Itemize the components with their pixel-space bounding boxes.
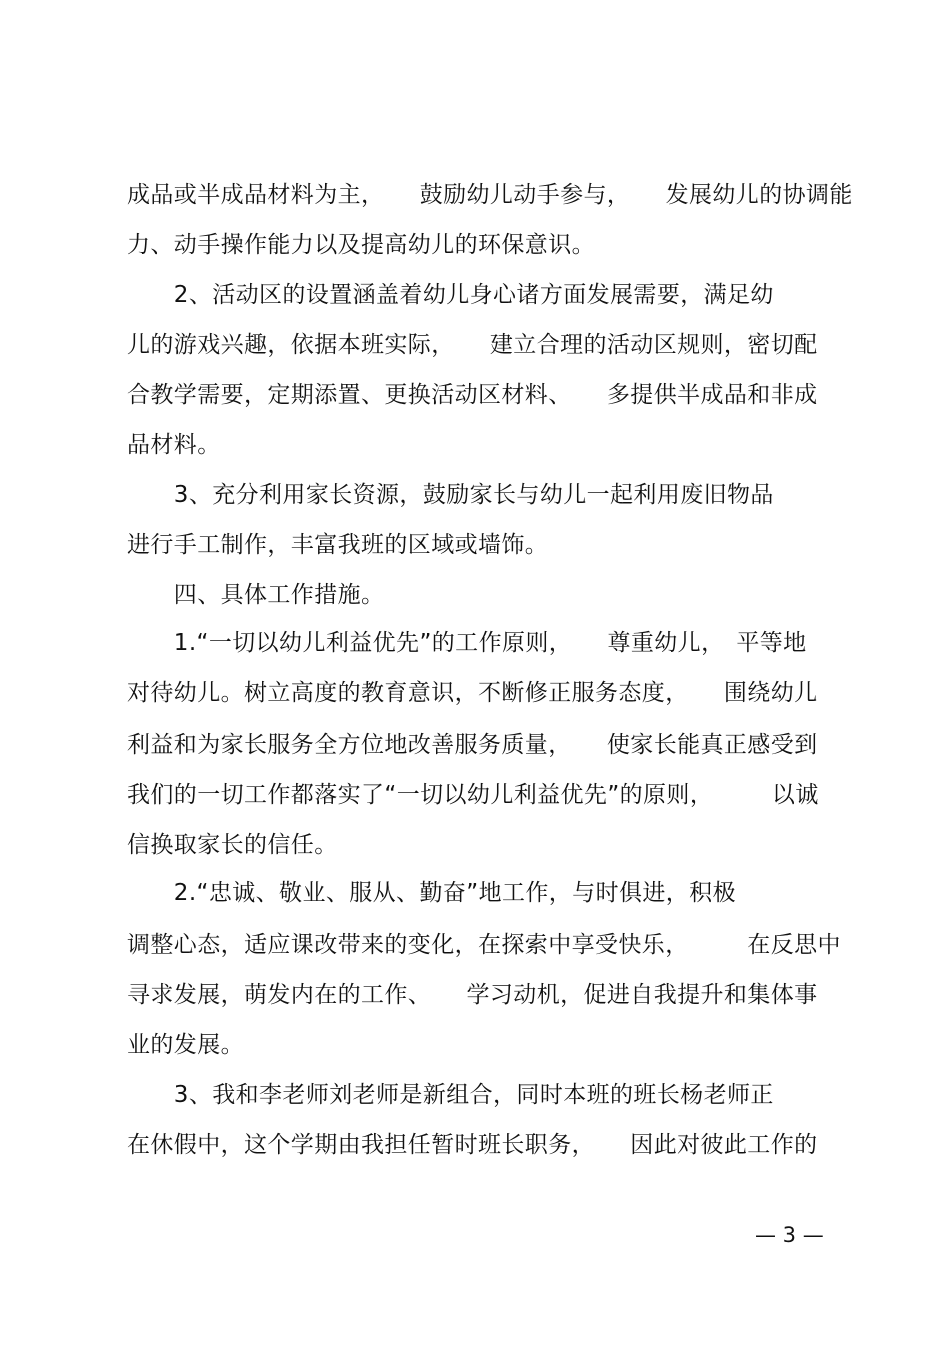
text-line: 寻求发展，萌发内在的工作、 学习动机，促进自我提升和集体事 xyxy=(127,982,818,1008)
text-line: 3、充分利用家长资源，鼓励家长与幼儿一起利用废旧物品 xyxy=(127,482,774,508)
text-line: 品材料。 xyxy=(127,432,221,458)
section-heading: 四、具体工作措施。 xyxy=(127,582,385,608)
text-line: 儿的游戏兴趣，依据本班实际， 建立合理的活动区规则，密切配 xyxy=(127,332,818,358)
text-line: 在休假中，这个学期由我担任暂时班长职务， 因此对彼此工作的 xyxy=(127,1132,818,1158)
text-line: 合教学需要，定期添置、更换活动区材料、 多提供半成品和非成 xyxy=(127,382,818,408)
text-line: 成品或半成品材料为主， 鼓励幼儿动手参与， 发展幼儿的协调能 xyxy=(127,182,853,208)
text-line: 对待幼儿。树立高度的教育意识，不断修正服务态度， 围绕幼儿 xyxy=(127,680,818,706)
text-line: 业的发展。 xyxy=(127,1032,244,1058)
text-line: 进行手工制作，丰富我班的区域或墙饰。 xyxy=(127,532,549,558)
page-number: — 3 — xyxy=(755,1223,824,1247)
text-line: 调整心态，适应课改带来的变化，在探索中享受快乐， 在反思中 xyxy=(127,932,841,958)
text-line: 3、我和李老师刘老师是新组合，同时本班的班长杨老师正 xyxy=(127,1082,774,1108)
text-line: 1.“一切以幼儿利益优先”的工作原则， 尊重幼儿， 平等地 xyxy=(127,630,807,656)
text-line: 2、活动区的设置涵盖着幼儿身心诸方面发展需要，满足幼 xyxy=(127,282,774,308)
text-line: 我们的一切工作都落实了“一切以幼儿利益优先”的原则， 以诚 xyxy=(127,782,819,808)
text-line: 力、动手操作能力以及提高幼儿的环保意识。 xyxy=(127,232,595,258)
text-line: 利益和为家长服务全方位地改善服务质量， 使家长能真正感受到 xyxy=(127,732,818,758)
text-line: 信换取家长的信任。 xyxy=(127,832,338,858)
text-line: 2.“忠诚、敬业、服从、勤奋”地工作，与时俱进，积极 xyxy=(127,880,736,906)
